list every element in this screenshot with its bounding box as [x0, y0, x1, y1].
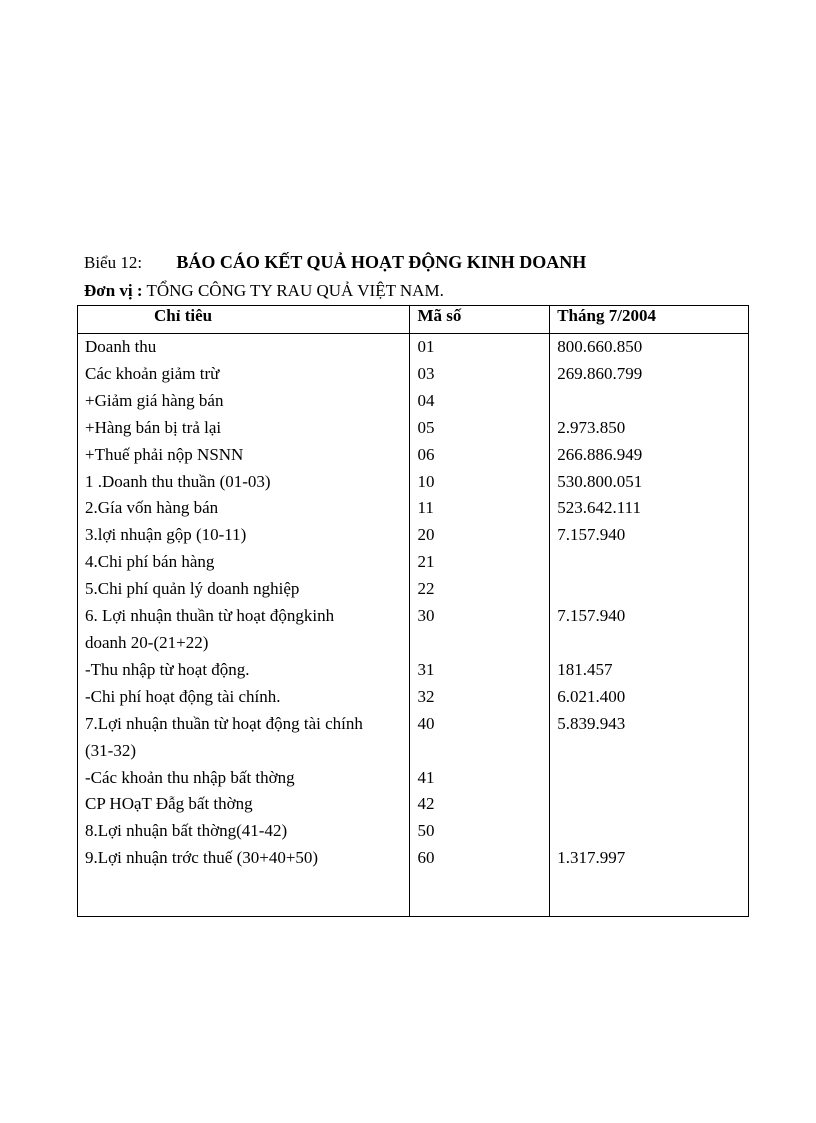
row-indicator: 2.Gía vốn hàng bán: [78, 495, 410, 522]
table-row: [78, 630, 749, 657]
row-value: 5.839.943: [550, 711, 749, 738]
row-value: [550, 549, 749, 576]
row-indicator: +Giảm giá hàng bán: [78, 388, 410, 415]
row-indicator: 5.Chi phí quản lý doanh nghiệp: [78, 576, 410, 603]
row-code: 21: [410, 549, 550, 576]
row-value: 530.800.051: [550, 469, 749, 496]
row-code: 41: [410, 765, 550, 792]
row-code: 11: [410, 495, 550, 522]
unit-value: TỔNG CÔNG TY RAU QUẢ VIỆT NAM.: [146, 281, 444, 300]
table-row: [78, 603, 749, 630]
table-row: [78, 388, 749, 415]
table-row: [78, 818, 749, 845]
row-code: 42: [410, 791, 550, 818]
row-indicator: +Hàng bán bị trả lại: [78, 415, 410, 442]
row-code: 22: [410, 576, 550, 603]
table-row: [78, 361, 749, 388]
table-row: [78, 738, 749, 765]
row-value: [550, 576, 749, 603]
row-code: 01: [410, 334, 550, 361]
row-value: 7.157.940: [550, 522, 749, 549]
row-indicator: +Thuế phải nộp NSNN: [78, 442, 410, 469]
header-code: Mã số: [410, 306, 550, 334]
table-row: [78, 765, 749, 792]
table-row: [78, 549, 749, 576]
row-value: [550, 818, 749, 845]
row-value: 6.021.400: [550, 684, 749, 711]
row-code: [410, 738, 550, 765]
unit-line: [84, 281, 444, 301]
table-row: [78, 442, 749, 469]
header-indicator: Chỉ tiêu: [78, 306, 410, 334]
row-code: 30: [410, 603, 550, 630]
row-value: 523.642.111: [550, 495, 749, 522]
row-indicator: (31-32): [78, 738, 410, 765]
row-indicator: 6. Lợi nhuận thuần từ hoạt độngkinh: [78, 603, 410, 630]
row-code: 10: [410, 469, 550, 496]
row-value: 269.860.799: [550, 361, 749, 388]
row-code: 50: [410, 818, 550, 845]
table-row: [78, 576, 749, 603]
row-code: 06: [410, 442, 550, 469]
row-value: 1.317.997: [550, 845, 749, 872]
row-indicator: Các khoản giảm trừ: [78, 361, 410, 388]
spacer-cell: [78, 872, 410, 917]
row-value: [550, 738, 749, 765]
spacer-cell: [410, 872, 550, 917]
row-indicator: -Chi phí hoạt động tài chính.: [78, 684, 410, 711]
table-row: [78, 684, 749, 711]
report-title: BÁO CÁO KẾT QUẢ HOẠT ĐỘNG KINH DOANH: [176, 252, 587, 272]
row-indicator: 9.Lợi nhuận trớc thuế (30+40+50): [78, 845, 410, 872]
row-code: 20: [410, 522, 550, 549]
row-indicator: -Thu nhập từ hoạt động.: [78, 657, 410, 684]
row-code: 40: [410, 711, 550, 738]
table-row: [78, 657, 749, 684]
row-indicator: 3.lợi nhuận gộp (10-11): [78, 522, 410, 549]
row-indicator: 7.Lợi nhuận thuần từ hoạt động tài chính: [78, 711, 410, 738]
table-row: [78, 469, 749, 496]
row-value: [550, 388, 749, 415]
row-code: 05: [410, 415, 550, 442]
table-row: [78, 845, 749, 872]
table-row: [78, 495, 749, 522]
row-code: 60: [410, 845, 550, 872]
row-indicator: -Các khoản thu nhập bất thờng: [78, 765, 410, 792]
report-heading: [84, 252, 586, 273]
table-row-spacer: [78, 872, 749, 917]
spacer-cell: [550, 872, 749, 917]
row-code: 04: [410, 388, 550, 415]
row-indicator: 1 .Doanh thu thuần (01-03): [78, 469, 410, 496]
row-value: 2.973.850: [550, 415, 749, 442]
row-code: 32: [410, 684, 550, 711]
income-statement-table: [77, 305, 749, 917]
table-row: [78, 522, 749, 549]
row-indicator: Doanh thu: [78, 334, 410, 361]
row-value: 800.660.850: [550, 334, 749, 361]
row-code: 31: [410, 657, 550, 684]
table-row: [78, 711, 749, 738]
form-label: Biểu 12:: [84, 253, 143, 272]
table-row: [78, 791, 749, 818]
row-value: [550, 765, 749, 792]
table-header-row: [78, 306, 749, 334]
row-value: [550, 630, 749, 657]
unit-label: Đơn vị :: [84, 281, 143, 300]
row-code: [410, 630, 550, 657]
row-value: 266.886.949: [550, 442, 749, 469]
row-indicator: 8.Lợi nhuận bất thờng(41-42): [78, 818, 410, 845]
row-value: 181.457: [550, 657, 749, 684]
row-value: 7.157.940: [550, 603, 749, 630]
table-row: [78, 334, 749, 361]
table-row: [78, 415, 749, 442]
row-indicator: CP HOạT Đẫg bất thờng: [78, 791, 410, 818]
header-period: Tháng 7/2004: [550, 306, 749, 334]
row-indicator: doanh 20-(21+22): [78, 630, 410, 657]
row-indicator: 4.Chi phí bán hàng: [78, 549, 410, 576]
row-code: 03: [410, 361, 550, 388]
row-value: [550, 791, 749, 818]
